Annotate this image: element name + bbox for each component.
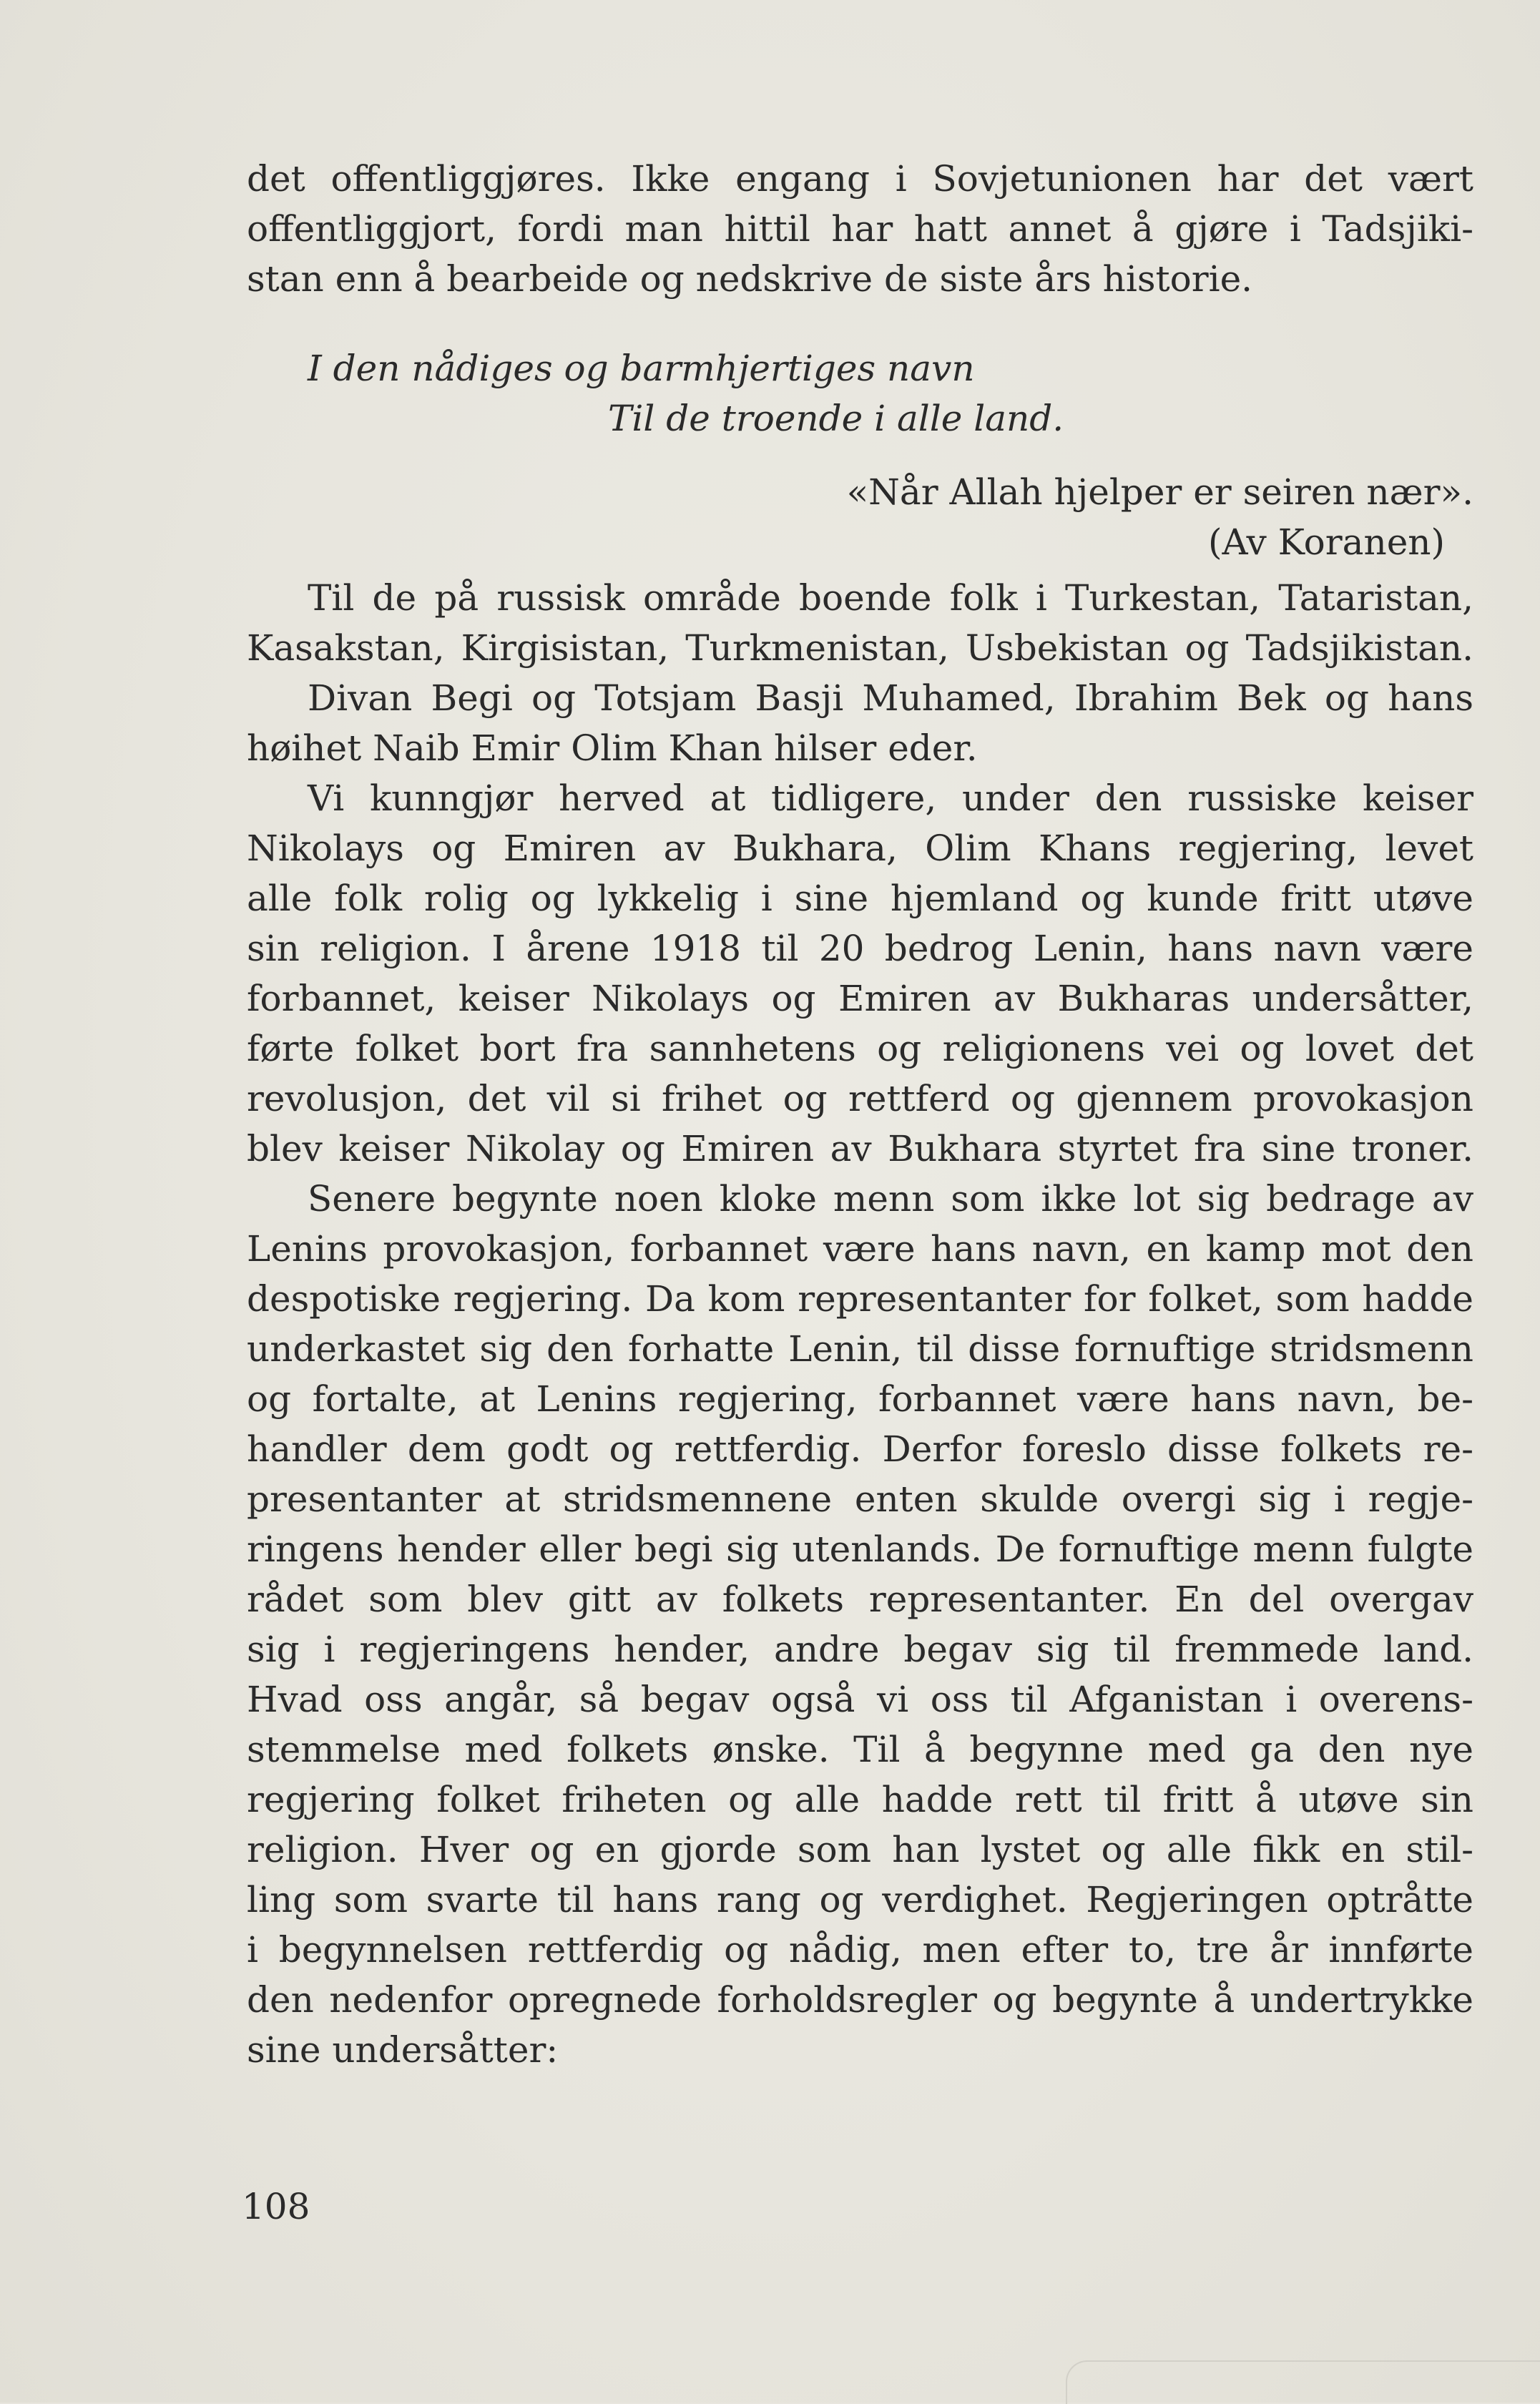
text-line: ling som svarte til hans rang og verdighet. Regjeringen optråtte: [247, 1879, 1473, 1920]
text-line: ringens hender eller begi sig utenlands. De fornuftige menn fulgte: [247, 1529, 1473, 1570]
opening-paragraph: [247, 154, 1473, 304]
text-line: handler dem godt og rettferdig. Derfor foreslo disse folkets re-: [247, 1428, 1473, 1470]
text-line: Divan Begi og Totsjam Basji Muhamed, Ibrahim Bek og hans: [308, 677, 1473, 719]
address-paragraph: [247, 573, 1473, 673]
vi-paragraph: [247, 773, 1473, 1174]
body-text: [247, 154, 1473, 2075]
text-line: forbannet, keiser Nikolays og Emiren av Bukharas undersåtter,: [247, 978, 1473, 1019]
text-line: høihet Naib Emir Olim Khan hilser eder.: [247, 727, 978, 769]
text-line: stemmelse med folkets ønske. Til å begynne med ga den nye: [247, 1729, 1473, 1770]
text-line: rådet som blev gitt av folkets representanter. En del overgav: [247, 1579, 1473, 1620]
text-line: presentanter at stridsmennene enten skulde overgi sig i regje-: [247, 1478, 1473, 1520]
text-line: den nedenfor opregnede forholdsregler og begynte å undertrykke: [247, 1979, 1473, 2021]
text-line: Kasakstan, Kirgisistan, Turkmenistan, Usbekistan og Tadsjikistan.: [247, 627, 1473, 669]
text-line: Vi kunngjør herved at tidligere, under den russiske keiser: [308, 777, 1473, 819]
text-line: Hvad oss angår, så begav også vi oss til Afganistan i overens-: [247, 1679, 1473, 1720]
text-line: despotiske regjering. Da kom representanter for folket, som hadde: [247, 1278, 1473, 1320]
text-line: Lenins provokasjon, forbannet være hans navn, en kamp mot den: [247, 1228, 1473, 1270]
text-line: Senere begynte noen kloke menn som ikke lot sig bedrage av: [308, 1178, 1473, 1220]
heading-line-2: Til de troende i alle land.: [608, 398, 1064, 439]
text-line: i begynnelsen rettferdig og nådig, men efter to, tre år innførte: [247, 1929, 1473, 1971]
text-line: det offentliggjøres. Ikke engang i Sovjetunionen har det vært: [247, 158, 1473, 200]
page-number: 108: [242, 2186, 310, 2227]
text-line: underkastet sig den forhatte Lenin, til disse fornuftige stridsmenn: [247, 1328, 1473, 1370]
senere-paragraph: [247, 1174, 1473, 2075]
text-line: og fortalte, at Lenins regjering, forbannet være hans navn, be-: [247, 1378, 1473, 1420]
text-line: sig i regjeringens hender, andre begav sig til fremmede land.: [247, 1629, 1473, 1670]
text-line: sin religion. I årene 1918 til 20 bedrog Lenin, hans navn være: [247, 928, 1473, 969]
text-line: Til de på russisk område boende folk i Turkestan, Tataristan,: [308, 577, 1473, 619]
text-line: alle folk rolig og lykkelig i sine hjemland og kunde fritt utøve: [247, 878, 1473, 919]
koran-source: (Av Koranen): [1207, 521, 1445, 563]
text-line: Nikolays og Emiren av Bukhara, Olim Khans regjering, levet: [247, 828, 1473, 869]
proclamation-heading: [247, 343, 1473, 567]
text-line: regjering folket friheten og alle hadde rett til fritt å utøve sin: [247, 1779, 1473, 1820]
text-line: blev keiser Nikolay og Emiren av Bukhara styrtet fra sine troner.: [247, 1128, 1473, 1169]
heading-line-1: I den nådiges og barmhjertiges navn: [308, 348, 975, 389]
text-line: førte folket bort fra sannhetens og religionens vei og lovet det: [247, 1028, 1473, 1069]
text-line: sine undersåtter:: [247, 2029, 559, 2071]
text-line: offentliggjort, fordi man hittil har hatt annet å gjøre i Tadsjiki-: [247, 208, 1473, 250]
text-line: stan enn å bearbeide og nedskrive de siste års historie.: [247, 258, 1253, 300]
greeting-paragraph: [247, 673, 1473, 773]
text-line: religion. Hver og en gjorde som han lystet og alle fikk en stil-: [247, 1829, 1473, 1870]
text-line: revolusjon, det vil si frihet og rettferd og gjennem provokasjon: [247, 1078, 1473, 1119]
page-fold-mark: [1066, 2360, 1540, 2404]
koran-quote: «Når Allah hjelper er seiren nær».: [846, 471, 1473, 513]
